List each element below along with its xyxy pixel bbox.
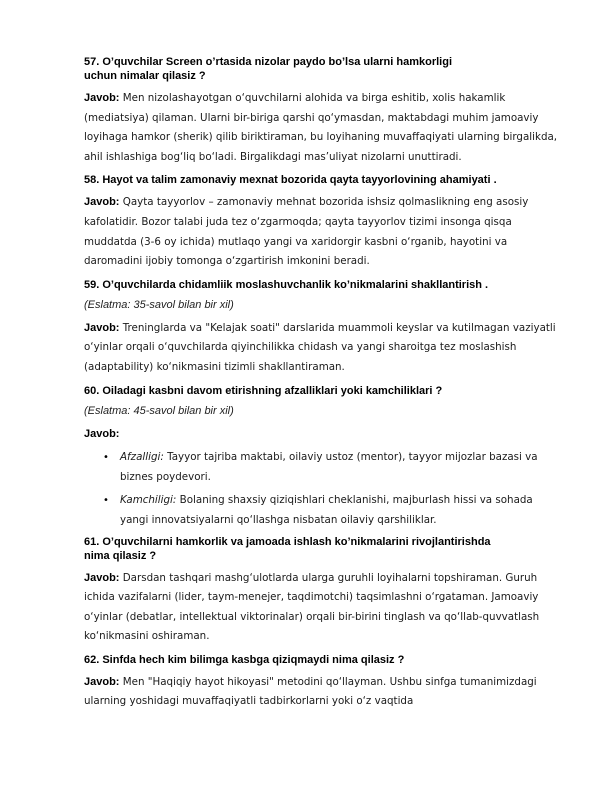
- answer: [84, 425, 562, 445]
- answer-text: Men "Haqiqiy hayot hikoyasi" metodini qo‘llayman. Ushbu sinfga tumanimizdagi ularning yoshidagi muvaffaqiyatli tadbirkorlarni yoki o‘z vaqtida: [84, 675, 537, 708]
- question-62: [84, 653, 562, 712]
- item-text: Tayyor tajriba maktabi, oilaviy ustoz (mentor), tayyor mijozlar bazasi va biznes poydevori.: [120, 451, 538, 483]
- question-59: [84, 278, 562, 378]
- question-note: (Eslatma: 35-savol bilan bir xil): [84, 298, 234, 311]
- item-term: Kamchiligi:: [120, 494, 177, 507]
- list-item: [84, 448, 562, 487]
- answer-label: Javob:: [84, 675, 120, 688]
- question-57: [84, 55, 562, 167]
- answer-text: Treninglarda va "Kelajak soati" darslarida muammolі keyslar va kutilmagan vaziyatli o‘yinlar orqali o‘quvchilarda qiyinchilikka chidash va yangi sharoitga tez moslashish (adaptability) ko‘nikmasini tizimli shakllantiraman.: [84, 321, 556, 373]
- question-58: [84, 173, 562, 271]
- answer-text: Qayta tayyorlov – zamonaviy mehnat bozorida ishsiz qolmaslikning eng asosiy kafolatidir. Bozor talabi juda tez o‘zgarmoqda; qayta tayyorlov tizimi insonga qisqa muddatda (3-6 oy ichida) mutlaqo yangi va xaridorgir kasbni o‘rganib, hayotini va daromadini ijobiy tomonga o‘zgartirish imkonini beradi.: [84, 196, 529, 268]
- bullet-icon: •: [103, 452, 109, 464]
- answer: [84, 89, 562, 167]
- answer-text: Darsdan tashqari mashg‘ulotlarda ularga guruhli loyihalarni topshiraman. Guruh ichida vazifalarni (lider, taym-menejer, taqdimotchi) taqsimlashni o‘rgataman. Jamoaviy o‘yinlar (debatlar, intellektual viktorinalar) orqali bir-birini tinglash va qo‘llab-quvvatlash ko‘nikmasini oshiraman.: [84, 571, 540, 643]
- answer-label: Javob:: [84, 427, 120, 440]
- answer-label: Javob:: [84, 92, 120, 104]
- answer-list: [84, 448, 562, 530]
- question-60: [84, 384, 562, 531]
- question-title: 62. Sinfda hech kim bilimga kasbga qiziqmaydi nima qilasiz ?: [84, 653, 405, 666]
- answer-label: Javob:: [84, 196, 120, 209]
- answer: [84, 569, 562, 647]
- bullet-icon: •: [103, 495, 109, 507]
- answer-text: Men nizolashayotgan o‘quvchilarni alohida va birga eshitib, xolis hakamlik (mediatsiya) qilaman. Ularni bir-biriga qarshi qo‘ymasdan, maktabdagi muhim jamoaviy loyihaga hamkor (sherik) qilib biriktiraman, bu loyihaning muvaffaqiyati ularning birgalikda, ahil ishlashiga bog‘liq bo‘ladi. Birgalikdagi mas’uliyat nizolarni unuttiradi.: [84, 92, 558, 163]
- item-term: Afzalligi:: [120, 451, 164, 464]
- question-title: 57. O’quvchilar Screen o’rtasida nizolar paydo bo’lsa ularni hamkorligi uchun nimalar qilasiz ?: [84, 56, 452, 82]
- question-title: 59. O’quvchilarda chidamliik moslashuvchanlik ko’nikmalarini shakllantirish .: [84, 278, 489, 291]
- answer: [84, 673, 562, 712]
- question-title: 58. Hayot va talim zamonaviy mexnat bozorida qayta tayyorlovining ahamiyati .: [84, 174, 497, 187]
- list-item: [84, 491, 562, 530]
- question-title: 61. O’quvchilarni hamkorlik va jamoada ishlash ko’nikmalarini rivojlantirishda nima qilasiz ?: [84, 535, 491, 562]
- document-content: [84, 55, 562, 718]
- question-note: (Eslatma: 45-savol bilan bir xil): [84, 404, 234, 417]
- item-text: Bolaning shaxsiy qiziqishlari cheklanishi, majburlash hissi va sohada yangi innovatsiyalarni qo‘llashga nisbatan oilaviy qarshiliklar.: [120, 494, 533, 526]
- answer-label: Javob:: [84, 571, 120, 584]
- answer: [84, 319, 562, 378]
- question-title: 60. Oiladagi kasbni davom etirishning afzalliklari yoki kamchiliklari ?: [84, 384, 443, 397]
- answer-label: Javob:: [84, 321, 120, 334]
- answer: [84, 193, 562, 271]
- question-61: [84, 535, 562, 647]
